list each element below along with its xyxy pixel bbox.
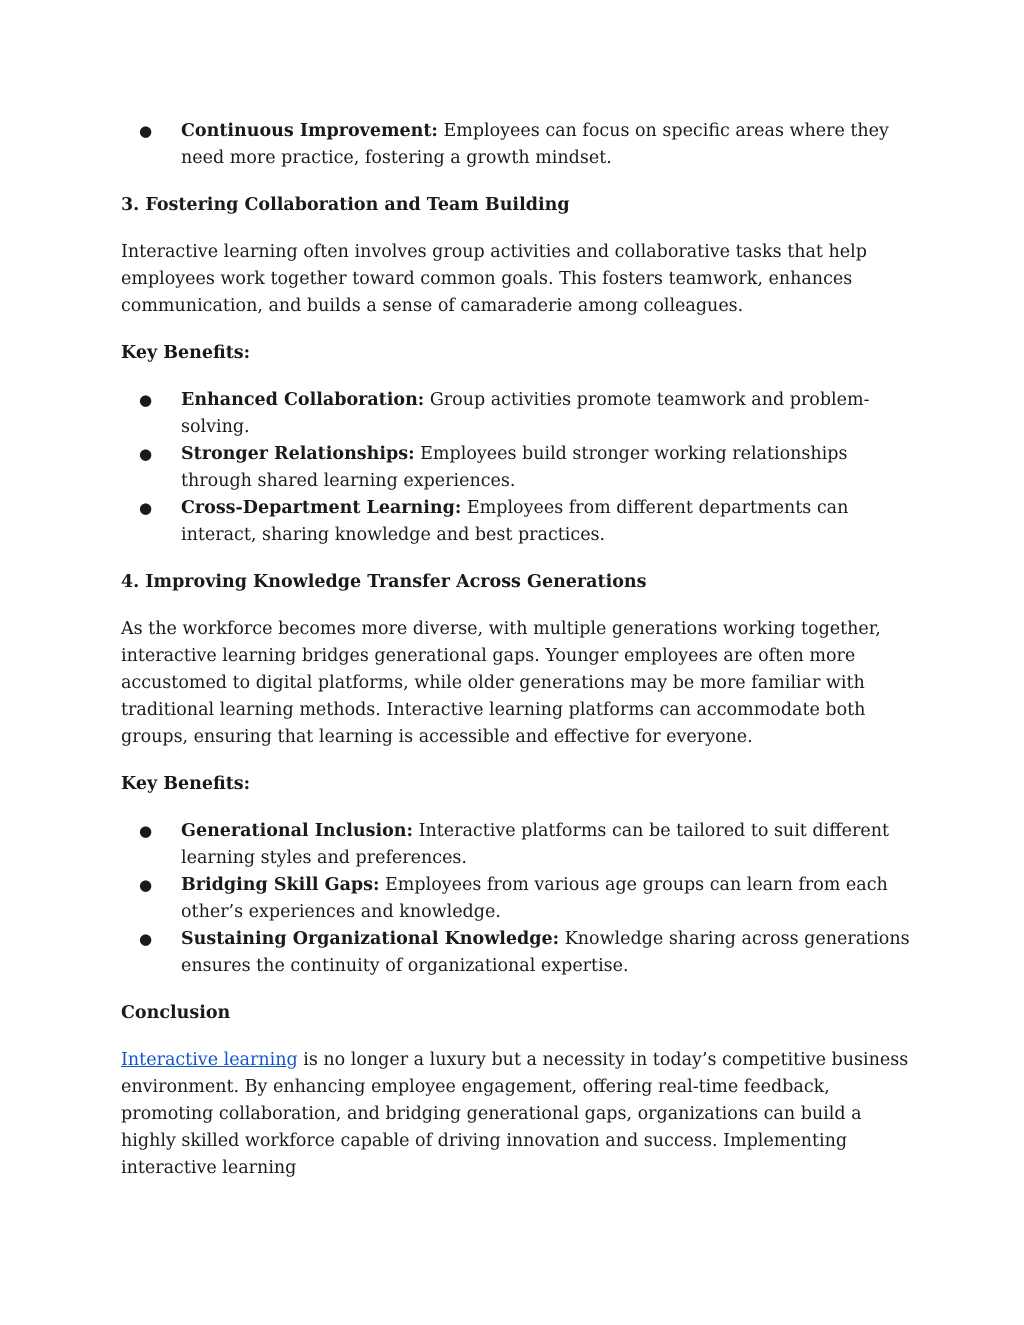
list-item-term: Sustaining Organizational Knowledge: xyxy=(181,929,560,949)
list-item-text: Employees can focus on specific areas where they need more practice, fostering a growth mindset. xyxy=(181,121,889,168)
list-item-term: Stronger Relationships: xyxy=(181,444,415,464)
list-item-text: Employees build stronger working relationships through shared learning experiences. xyxy=(181,444,848,491)
section-3-benefits-list xyxy=(121,387,911,549)
conclusion-heading: Conclusion xyxy=(121,1003,231,1023)
list-item-term: Generational Inclusion: xyxy=(181,821,413,841)
list-item xyxy=(121,495,911,549)
bullet-icon: ● xyxy=(139,930,153,948)
section-3-benefits-label: Key Benefits: xyxy=(121,343,251,363)
list-item-term: Cross-Department Learning: xyxy=(181,498,462,518)
bullet-icon: ● xyxy=(139,445,153,463)
list-item xyxy=(121,926,911,980)
list-item xyxy=(121,118,911,172)
list-item-text: Employees from various age groups can learn from each other’s experiences and knowledge. xyxy=(181,875,888,922)
bullet-icon: ● xyxy=(139,876,153,894)
list-item-text: Interactive platforms can be tailored to suit different learning styles and preferences. xyxy=(181,821,890,868)
list-item xyxy=(121,872,911,926)
bullet-icon: ● xyxy=(139,122,153,140)
list-item xyxy=(121,818,911,872)
continuation-list xyxy=(121,118,911,172)
list-item-term: Bridging Skill Gaps: xyxy=(181,875,380,895)
list-item xyxy=(121,387,911,441)
list-item-term: Enhanced Collaboration: xyxy=(181,390,425,410)
section-4-heading: 4. Improving Knowledge Transfer Across Generations xyxy=(121,572,647,592)
section-4-paragraph: As the workforce becomes more diverse, with multiple generations working together, interactive learning bridges generational gaps. Younger employees are often more accustomed to digital platforms, while older generations may be more familiar with traditional learning methods. Interactive learning platforms can accommodate both groups, ensuring that learning is accessible and effective for everyone. xyxy=(121,619,881,747)
section-4-benefits-list xyxy=(121,818,911,980)
conclusion-paragraph xyxy=(121,1047,911,1182)
list-item-text: Group activities promote teamwork and problem-solving. xyxy=(181,390,870,437)
bullet-icon: ● xyxy=(139,822,153,840)
list-item-term: Continuous Improvement: xyxy=(181,121,438,141)
section-3-paragraph: Interactive learning often involves group activities and collaborative tasks that help employees work together toward common goals. This fosters teamwork, enhances communication, and builds a sense of camaraderie among colleagues. xyxy=(121,242,867,316)
document-page xyxy=(121,118,911,1182)
list-item xyxy=(121,441,911,495)
interactive-learning-link[interactable]: Interactive learning xyxy=(121,1050,298,1070)
list-item-text: Employees from different departments can interact, sharing knowledge and best practices. xyxy=(181,498,849,545)
conclusion-text: is no longer a luxury but a necessity in today’s competitive business environment. By enhancing employee engagement, offering real-time feedback, promoting collaboration, and bridging generational gaps, organizations can build a highly skilled workforce capable of driving innovation and success. Implementing interactive learning xyxy=(121,1050,909,1178)
section-3-heading: 3. Fostering Collaboration and Team Building xyxy=(121,195,570,215)
bullet-icon: ● xyxy=(139,391,153,409)
list-item-text: Knowledge sharing across generations ensures the continuity of organizational expertise. xyxy=(181,929,910,976)
bullet-icon: ● xyxy=(139,499,153,517)
section-4-benefits-label: Key Benefits: xyxy=(121,774,251,794)
